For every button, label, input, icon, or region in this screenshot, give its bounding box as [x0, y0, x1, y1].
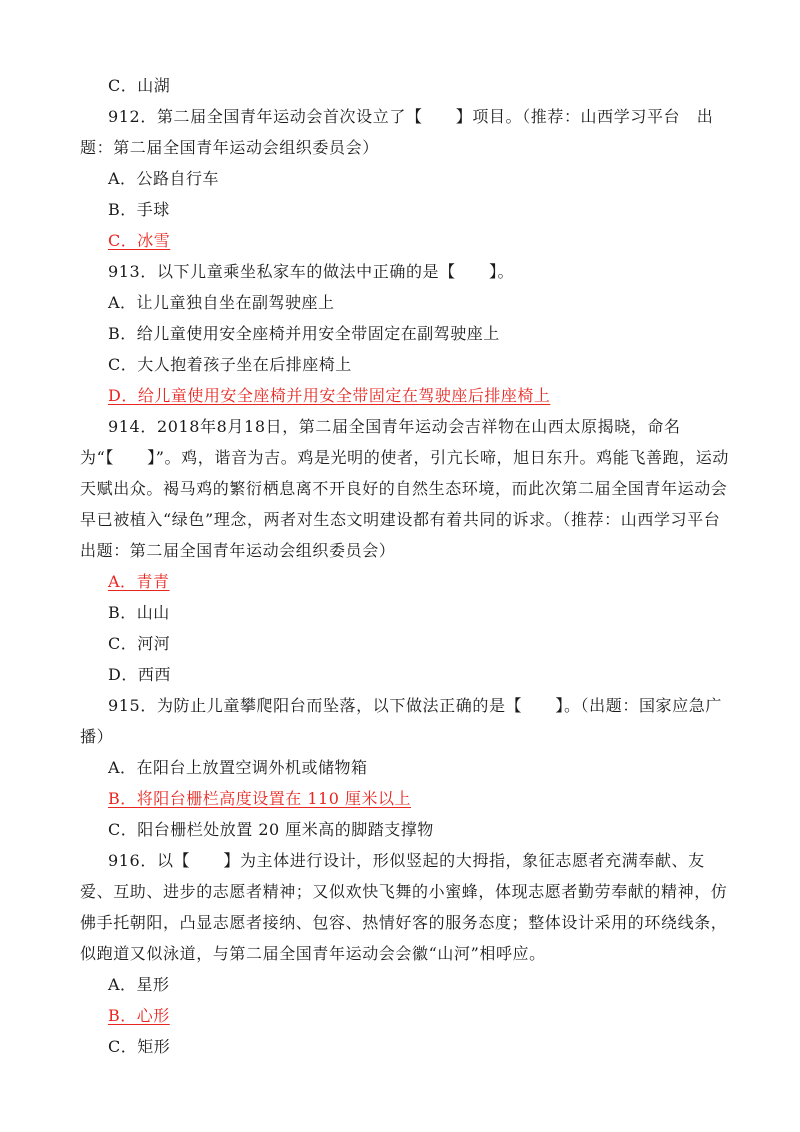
q915-option-a: A．在阳台上放置空调外机或储物箱 [108, 758, 368, 777]
q911-option-c: C．山湖 [108, 76, 171, 95]
q914-option-c: C．河河 [108, 634, 171, 653]
document-page [80, 70, 737, 1062]
q916-option-a: A．星形 [108, 975, 170, 994]
q914-answer-a: A．青青 [108, 572, 170, 591]
q913-option-c: C．大人抱着孩子坐在后排座椅上 [108, 355, 352, 374]
question-914: 914．2018年8月18日，第二届全国青年运动会吉祥物在山西太原揭晓，命名为“【 】”。鸡，谐音为吉。鸡是光明的使者，引亢长啼，旭日东升。鸡能飞善跑，运动天赋出众。褐马鸡的繁衍栖息离不开良好的自然生态环境，而此次第二届全国青年运动会早已被植入“绿色”理念，两者对生态文明建设都有着共同的诉求。（推荐：山西学习平台 出题：第二届全国青年运动会组织委员会） [80, 417, 737, 560]
question-915: 915．为防止儿童攀爬阳台而坠落，以下做法正确的是【 】。（出题：国家应急广播） [80, 696, 722, 746]
q915-answer-b: B．将阳台栅栏高度设置在 110 厘米以上 [108, 789, 411, 808]
question-912: 912．第二届全国青年运动会首次设立了【 】项目。（推荐：山西学习平台 出题：第二届全国青年运动会组织委员会） [80, 107, 714, 157]
q912-option-a: A．公路自行车 [108, 169, 220, 188]
q912-option-b: B．手球 [108, 200, 170, 219]
q912-answer-c: C．冰雪 [108, 231, 171, 250]
q914-option-b: B．山山 [108, 603, 170, 622]
q916-option-c: C．矩形 [108, 1037, 171, 1056]
q916-answer-b: B．心形 [108, 1006, 170, 1025]
q913-option-b: B．给儿童使用安全座椅并用安全带固定在副驾驶座上 [108, 324, 500, 343]
q913-answer-d: D．给儿童使用安全座椅并用安全带固定在驾驶座后排座椅上 [108, 386, 551, 405]
question-913: 913．以下儿童乘坐私家车的做法中正确的是【 】。 [108, 262, 515, 281]
q914-option-d: D．西西 [108, 665, 171, 684]
q913-option-a: A．让儿童独自坐在副驾驶座上 [108, 293, 335, 312]
q915-option-c: C．阳台栅栏处放置 20 厘米高的脚踏支撑物 [108, 820, 434, 839]
question-916: 916．以【 】为主体进行设计，形似竖起的大拇指，象征志愿者充满奉献、友爱、互助、进步的志愿者精神；又似欢快飞舞的小蜜蜂，体现志愿者勤劳奉献的精神，仿佛手托朝阳，凸显志愿者接纳、包容、热情好客的服务态度；整体设计采用的环绕线条，似跑道又似泳道，与第二届全国青年运动会会徽“山河”相呼应。 [80, 851, 728, 963]
